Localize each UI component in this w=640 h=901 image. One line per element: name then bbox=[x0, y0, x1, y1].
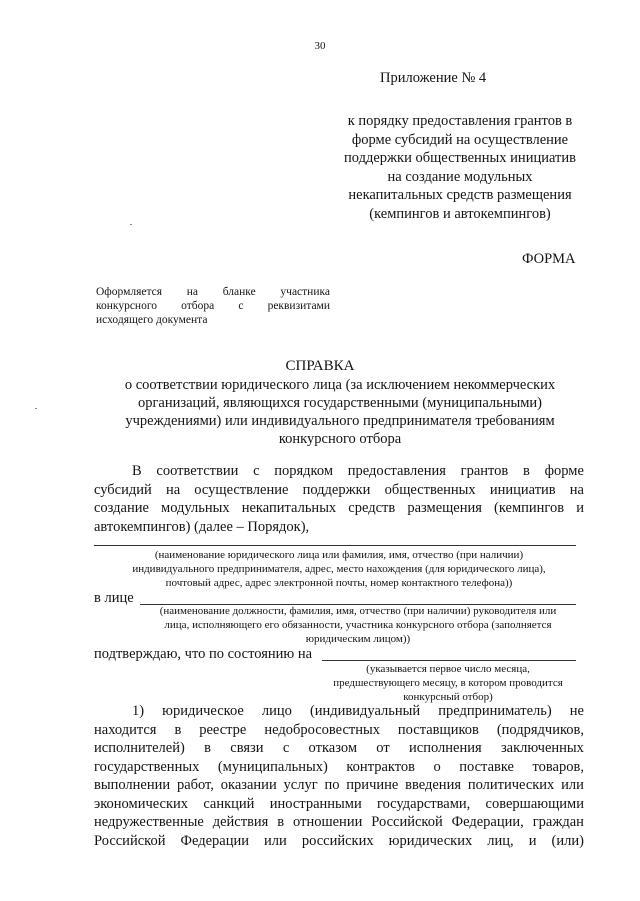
order-line: к порядку предоставления грантов в bbox=[347, 113, 573, 129]
document-title: СПРАВКА bbox=[285, 358, 355, 374]
word: совершающими bbox=[485, 795, 584, 812]
word: экономических bbox=[94, 795, 189, 812]
hint-line: почтовый адрес, адрес электронной почты, номер контактного телефона)) bbox=[165, 577, 513, 589]
word: исполнения bbox=[409, 740, 482, 756]
word: санкций bbox=[203, 795, 255, 812]
word: на bbox=[165, 481, 181, 498]
word: и bbox=[576, 500, 584, 516]
form-label: ФОРМА bbox=[522, 251, 576, 267]
word: (подрядчиков, bbox=[496, 721, 584, 738]
word: товаров, bbox=[532, 758, 584, 775]
text-line bbox=[94, 758, 584, 777]
word: государственных bbox=[94, 758, 200, 775]
order-line: (кемпингов и автокемпингов) bbox=[369, 205, 551, 222]
word: Российской bbox=[94, 832, 166, 849]
word: в bbox=[523, 463, 530, 479]
word: (или) bbox=[551, 832, 584, 849]
date-field-hint bbox=[312, 662, 584, 704]
document-subtitle bbox=[92, 376, 588, 448]
scan-speck bbox=[130, 224, 132, 225]
word: находится bbox=[94, 721, 157, 738]
word: отбора bbox=[181, 300, 215, 312]
word: исполнителей) bbox=[94, 740, 185, 756]
word: Оформляется bbox=[96, 286, 163, 298]
word: субсидий bbox=[94, 481, 152, 498]
word: с bbox=[238, 300, 244, 312]
date-field-line[interactable] bbox=[322, 660, 576, 661]
word: Федерации bbox=[180, 832, 249, 849]
word: средств bbox=[348, 500, 396, 516]
blank-note bbox=[96, 285, 330, 327]
word: отношении bbox=[293, 814, 363, 830]
word: политических bbox=[467, 777, 555, 793]
word: реестре bbox=[199, 721, 247, 738]
word: Российской bbox=[371, 814, 443, 830]
word: государствами, bbox=[376, 795, 471, 812]
word: причине bbox=[346, 777, 399, 793]
word: некапитальных bbox=[241, 500, 337, 516]
word: о bbox=[433, 758, 441, 775]
word: недобросовестных bbox=[264, 721, 380, 738]
text-line bbox=[94, 832, 584, 851]
text-line bbox=[94, 721, 584, 740]
word: лиц, bbox=[487, 832, 514, 849]
word: реквизитами bbox=[267, 300, 330, 312]
hint-line: предшествующего месяцу, в котором проводится bbox=[333, 677, 563, 689]
order-line: некапитальных средств размещения bbox=[348, 187, 572, 203]
hint-line: конкурсный отбор) bbox=[403, 691, 493, 703]
word: и bbox=[528, 832, 537, 849]
item-1-paragraph bbox=[94, 702, 584, 850]
appendix-heading: Приложение № 4 bbox=[380, 70, 487, 86]
text-line bbox=[94, 702, 584, 721]
word: 1) bbox=[132, 703, 145, 719]
text-line bbox=[94, 795, 584, 814]
text-line bbox=[94, 499, 584, 518]
word: поддержки bbox=[302, 481, 371, 498]
word: исходящего документа bbox=[96, 314, 208, 326]
word: в bbox=[277, 814, 285, 830]
word: (индивидуальный bbox=[309, 703, 421, 719]
word: по bbox=[324, 777, 340, 793]
scan-speck bbox=[35, 408, 37, 409]
word: (кемпингов bbox=[494, 500, 565, 516]
word: связи bbox=[230, 740, 264, 756]
word: с bbox=[282, 740, 290, 756]
order-line: поддержки общественных инициатив bbox=[344, 150, 576, 166]
appendix-order-reference bbox=[330, 112, 590, 223]
person-field-hint bbox=[130, 604, 586, 646]
word: оказании bbox=[220, 777, 277, 793]
word: инициатив bbox=[489, 481, 556, 498]
word: контрактов bbox=[346, 758, 415, 775]
word: размещения bbox=[407, 500, 482, 516]
word: бланке bbox=[222, 286, 256, 298]
hint-line: (указывается первое число месяца, bbox=[366, 663, 530, 675]
confirm-label: подтверждаю, что по состоянию на bbox=[94, 646, 313, 662]
word: работ, bbox=[176, 777, 214, 793]
word: введения bbox=[405, 777, 461, 793]
word: поставке bbox=[459, 758, 514, 775]
page-number: 30 bbox=[314, 40, 326, 52]
hint-line: юридическим лицом)) bbox=[305, 633, 411, 645]
word: предприниматель) bbox=[438, 703, 552, 719]
word: соответствии bbox=[156, 463, 239, 479]
order-line: на создание модульных bbox=[387, 168, 533, 185]
word: на bbox=[569, 481, 584, 498]
blank-note-line bbox=[96, 299, 330, 313]
word: участника bbox=[280, 286, 330, 298]
text-line bbox=[94, 739, 584, 758]
subtitle-line: организаций, являющихся государственными (муниципальными) bbox=[137, 395, 542, 411]
blank-note-line bbox=[96, 285, 330, 299]
word: создание bbox=[94, 500, 149, 516]
subtitle-line: о соответствии юридического лица (за исключением некоммерческих bbox=[124, 377, 556, 393]
word: грантов bbox=[460, 463, 509, 479]
word: осуществление bbox=[194, 481, 289, 498]
word: модульных bbox=[161, 500, 230, 516]
word: Федерации, bbox=[451, 814, 524, 830]
order-line: форме субсидий на осуществление bbox=[351, 131, 569, 148]
hint-line: индивидуального предпринимателя, адрес, место нахождения (для юридического лица), bbox=[132, 563, 546, 575]
word: услуг bbox=[283, 777, 318, 793]
word: в bbox=[204, 740, 211, 756]
hint-line: лица, исполняющего его обязанности, участника конкурсного отбора (заполняется bbox=[164, 619, 552, 631]
subtitle-line: конкурсного отбора bbox=[278, 431, 402, 447]
word: заключенных bbox=[500, 740, 584, 756]
text-line bbox=[94, 813, 584, 832]
hint-line: (наименование юридического лица или фамилия, имя, отчество (при наличии) bbox=[154, 549, 524, 561]
word: форме bbox=[544, 463, 584, 479]
word: В bbox=[132, 463, 142, 479]
word: (муниципальных) bbox=[217, 758, 328, 775]
word: действия bbox=[212, 814, 269, 830]
word: юридических bbox=[388, 832, 473, 849]
name-field-hint bbox=[94, 548, 584, 590]
word: иностранными bbox=[269, 795, 362, 812]
word: конкурсного bbox=[96, 300, 158, 312]
name-field-line[interactable] bbox=[94, 545, 576, 546]
word: поставщиков bbox=[397, 721, 479, 738]
word: российских bbox=[301, 832, 374, 849]
word: или bbox=[264, 832, 287, 849]
word: с bbox=[253, 463, 260, 479]
word: автокемпингов) (далее – Порядок), bbox=[94, 518, 310, 535]
word: отказом bbox=[308, 740, 357, 756]
text-line bbox=[94, 462, 584, 481]
hint-line: (наименование должности, фамилия, имя, отчество (при наличии) руководителя или bbox=[159, 605, 557, 617]
in-person-label: в лице bbox=[94, 590, 134, 606]
word: на bbox=[186, 286, 199, 298]
word: не bbox=[569, 703, 584, 719]
word: общественных bbox=[384, 481, 476, 498]
word: граждан bbox=[532, 814, 584, 830]
blank-note-line bbox=[96, 313, 330, 327]
word: или bbox=[561, 777, 584, 793]
word: выполнении bbox=[94, 777, 171, 793]
word: в bbox=[174, 721, 182, 738]
word: недружественные bbox=[94, 814, 204, 830]
subtitle-line: учреждениями) или индивидуального предпринимателя требованиям bbox=[125, 413, 555, 429]
text-line bbox=[94, 518, 584, 537]
text-line bbox=[94, 481, 584, 500]
text-line bbox=[94, 776, 584, 795]
word: порядком bbox=[274, 463, 334, 479]
word: юридическое bbox=[162, 703, 244, 719]
word: от bbox=[376, 740, 390, 756]
word: предоставления bbox=[347, 463, 446, 479]
intro-paragraph bbox=[94, 462, 584, 536]
word: лицо bbox=[261, 703, 292, 719]
